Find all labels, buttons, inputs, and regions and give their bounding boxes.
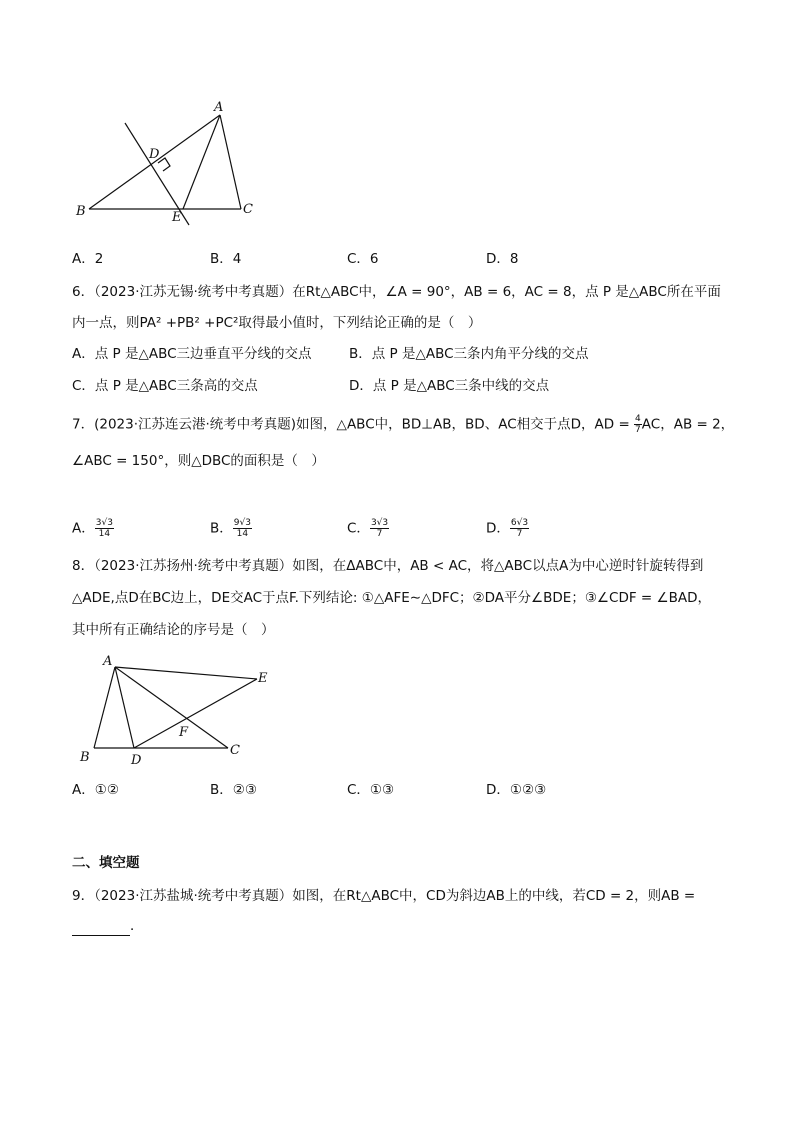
q7-line2: ∠ABC = 150°，则△DBC的面积是（ ） bbox=[72, 453, 325, 469]
q7-line1-post: AC，AB = 2， bbox=[641, 416, 735, 433]
q7-option-d bbox=[486, 518, 529, 539]
q7-option-c-frac bbox=[370, 518, 389, 539]
q7-option-c-den: 7 bbox=[376, 529, 383, 539]
q7-option-a bbox=[72, 518, 114, 539]
label-c: C bbox=[230, 743, 240, 758]
q7-option-c-num: 3√3 bbox=[370, 518, 389, 528]
q9-answer-line bbox=[72, 916, 144, 936]
q7-option-b bbox=[210, 518, 252, 539]
label-b: B bbox=[80, 750, 90, 765]
q7-option-a-frac bbox=[95, 518, 114, 539]
q5-option-c: C．6 bbox=[347, 251, 379, 267]
q8-line2: △ADE,点D在BC边上，DE交AC于点F.下列结论: ①△AFE∼△DFC；②DA平分∠BDE；③∠CDF = ∠BAD， bbox=[72, 590, 712, 606]
q7-frac-den: 7 bbox=[635, 425, 641, 435]
q8-line3: 其中所有正确结论的序号是（ ） bbox=[72, 622, 275, 638]
q5-option-d: D．8 bbox=[486, 251, 519, 267]
q5-option-b: B．4 bbox=[210, 251, 242, 267]
section-title-fill-in: 二、填空题 bbox=[72, 855, 140, 871]
q7-frac-num: 4 bbox=[635, 414, 641, 424]
q7-option-c bbox=[347, 518, 389, 539]
segment-ac bbox=[115, 667, 228, 748]
q7-fraction bbox=[634, 414, 642, 435]
q6-option-b: B．点 P 是△ABC三条内角平分线的交点 bbox=[349, 346, 589, 362]
q7-option-d-num: 6√3 bbox=[510, 518, 529, 528]
q7-line1-pre: 7．(2023·江苏连云港·统考中考真题)如图，△ABC中，BD⊥AB，BD、AC相交于点D，AD = bbox=[72, 416, 635, 433]
q7-line1 bbox=[72, 414, 734, 435]
right-angle-mark bbox=[158, 158, 170, 171]
q7-option-b-num: 9√3 bbox=[233, 518, 251, 528]
segment-ae bbox=[183, 115, 220, 209]
q6-line1: 6．（2023·江苏无锡·统考中考真题）在Rt△ABC中，∠A = 90°，AB = 6，AC = 8，点 P 是△ABC所在平面 bbox=[72, 284, 721, 300]
segment-ab bbox=[94, 667, 115, 748]
q9-line1: 9．（2023·江苏盐城·统考中考真题）如图，在Rt△ABC中，CD为斜边AB上的中线，若CD = 2，则AB = bbox=[72, 888, 696, 904]
q5-option-a: A．2 bbox=[72, 251, 104, 267]
q7-option-a-letter: A． bbox=[72, 520, 95, 537]
q7-option-a-den: 14 bbox=[98, 529, 111, 539]
q8-option-a: A．①② bbox=[72, 782, 119, 798]
q7-option-b-den: 14 bbox=[236, 529, 249, 539]
label-b: B bbox=[76, 204, 86, 219]
q8-option-b: B．②③ bbox=[210, 782, 257, 798]
segment-ba bbox=[89, 115, 220, 209]
q7-option-a-num: 3√3 bbox=[95, 518, 113, 528]
label-d: D bbox=[131, 753, 142, 768]
label-c: C bbox=[243, 202, 253, 217]
label-d: D bbox=[149, 147, 160, 162]
q9-end: ． bbox=[130, 918, 144, 934]
label-a: A bbox=[214, 100, 224, 115]
segment-ac bbox=[220, 115, 241, 209]
label-e: E bbox=[258, 671, 268, 686]
figure-rotation-triangle bbox=[70, 648, 290, 773]
q7-option-d-den: 7 bbox=[516, 529, 523, 539]
q8-option-c: C．①③ bbox=[347, 782, 395, 798]
q6-option-d: D．点 P 是△ABC三条中线的交点 bbox=[349, 378, 550, 394]
q9-answer-blank[interactable] bbox=[72, 921, 130, 936]
figure-triangle-abc-perpendicular bbox=[60, 95, 280, 230]
label-e: E bbox=[172, 210, 182, 225]
segment-de bbox=[134, 679, 257, 748]
q6-option-a: A．点 P 是△ABC三边垂直平分线的交点 bbox=[72, 346, 312, 362]
q7-option-d-letter: D． bbox=[486, 520, 510, 537]
q7-option-c-letter: C． bbox=[347, 520, 370, 537]
q7-option-d-frac bbox=[510, 518, 529, 539]
segment-ae bbox=[115, 667, 257, 679]
q7-option-b-letter: B． bbox=[210, 520, 233, 537]
q7-option-b-frac bbox=[233, 518, 252, 539]
label-f: F bbox=[179, 725, 189, 740]
q6-line2: 内一点，则PA² +PB² +PC²取得最小值时，下列结论正确的是（ ） bbox=[72, 315, 482, 331]
label-a: A bbox=[103, 654, 113, 669]
q8-option-d: D．①②③ bbox=[486, 782, 547, 798]
q8-line1: 8．（2023·江苏扬州·统考中考真题）如图，在ΔABC中，AB < AC，将△ABC以点A为中心逆时针旋转得到 bbox=[72, 558, 704, 574]
q6-option-c: C．点 P 是△ABC三条高的交点 bbox=[72, 378, 258, 394]
